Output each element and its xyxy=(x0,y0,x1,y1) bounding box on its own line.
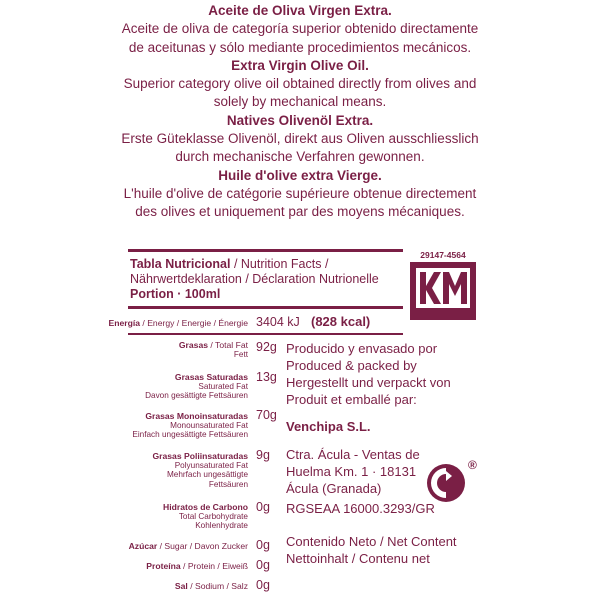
nutrient-value-sugar: 0g xyxy=(256,538,270,552)
description-title-de: Natives Olivenöl Extra. xyxy=(226,112,374,128)
carb-label-de: Kohlenhydrate xyxy=(195,521,248,531)
nutrient-label-carbohydrate xyxy=(163,503,248,531)
nutrition-title-line2: Nährwertdeklaration / Déclaration Nutrionelle xyxy=(130,272,379,286)
kosher-parve: PARVE xyxy=(427,318,459,327)
kosher-km-icon xyxy=(410,262,476,320)
nutrition-portion: Portion · 100ml xyxy=(130,287,221,301)
net-content-line: Nettoinhalt / Contenu net xyxy=(286,551,430,566)
nutrition-title-bold: Tabla Nutricional xyxy=(130,257,231,271)
energy-label-bold: Energía xyxy=(108,318,141,328)
green-dot-icon xyxy=(426,463,466,503)
nutrient-label-salt xyxy=(175,582,248,591)
nutrient-label-fat xyxy=(179,341,248,359)
description-line: de aceitunas y sólo mediante procedimientos mecánicos. xyxy=(128,39,472,55)
company-address xyxy=(286,446,420,497)
poly-label-de2: Fettsäuren xyxy=(208,479,248,489)
energy-rule xyxy=(128,333,403,335)
nutrient-label-saturated xyxy=(145,373,248,401)
poly-label-en: Polyunsaturated Fat xyxy=(174,461,248,471)
description-line: des olives et uniquement par des moyens mécaniques. xyxy=(135,204,465,220)
nutrient-value-salt: 0g xyxy=(256,578,270,592)
fat-label-de: Fett xyxy=(233,350,248,360)
sugar-label-bold: Azúcar xyxy=(128,541,158,551)
protein-label-rest: / Protein / Eiweiß xyxy=(180,561,248,571)
kosher-logo xyxy=(410,250,476,327)
poly-label-de: Mehrfach ungesättigte xyxy=(166,470,248,480)
sugar-label-rest: / Sugar / Davon Zucker xyxy=(157,541,248,551)
description-line: Aceite de oliva de categoría superior obtenido directamente xyxy=(121,21,479,37)
saturated-label-en: Saturated Fat xyxy=(198,382,248,392)
mono-label-de: Einfach ungesättigte Fettsäuren xyxy=(132,430,248,440)
produced-by xyxy=(286,340,451,408)
nutrient-label-protein xyxy=(146,562,248,571)
address-line: Ácula (Granada) xyxy=(286,481,382,496)
registered-mark: ® xyxy=(468,458,477,472)
fat-label-bold: Grasas xyxy=(178,340,209,350)
salt-label-bold: Sal xyxy=(174,581,188,591)
description-line: Erste Güteklasse Olivenöl, direkt aus Oliven ausschliesslich xyxy=(121,131,479,147)
registry-number: RGSEAA 16000.3293/GR xyxy=(286,501,435,516)
net-content-line: Contenido Neto / Net Content xyxy=(286,534,457,549)
nutrient-value-protein: 0g xyxy=(256,558,270,572)
protein-label-bold: Proteína xyxy=(146,561,181,571)
description-line: Superior category olive oil obtained directly from olives and xyxy=(123,76,477,92)
address-line: Ctra. Ácula - Ventas de xyxy=(286,447,420,462)
nutrition-portion-rule xyxy=(128,306,403,309)
description-line: solely by mechanical means. xyxy=(213,94,387,110)
nutrition-top-rule xyxy=(128,249,403,252)
produced-line: Producido y envasado por xyxy=(286,341,438,356)
mono-label-es: Grasas Monoinsaturadas xyxy=(145,411,248,421)
nutrient-value-monounsaturated: 70g xyxy=(256,408,277,422)
mono-label-en: Monounsaturated Fat xyxy=(170,421,248,431)
nutrient-value-carbohydrate: 0g xyxy=(256,500,270,514)
kosher-code: 29147-4564 xyxy=(420,250,466,260)
energy-label-rest: / Energy / Energie / Énergie xyxy=(140,318,248,328)
nutrient-label-polyunsaturated xyxy=(152,452,248,489)
nutrient-value-fat: 92g xyxy=(256,340,277,354)
saturated-label-de: Davon gesättigte Fettsäuren xyxy=(145,391,248,401)
fat-label-rest: / Total Fat xyxy=(208,340,248,350)
energy-kcal: (828 kcal) xyxy=(311,314,371,329)
nutrition-title xyxy=(130,257,328,272)
nutrient-label-monounsaturated xyxy=(132,412,248,440)
produced-line: Hergestellt und verpackt von xyxy=(286,375,451,390)
saturated-label-es: Grasas Saturadas xyxy=(174,372,248,382)
description-line: durch mechanische Verfahren gewonnen. xyxy=(175,149,425,165)
salt-label-rest: / Sodium / Salz xyxy=(187,581,248,591)
nutrient-label-sugar xyxy=(129,542,248,551)
product-description xyxy=(70,2,530,222)
energy-kj: 3404 kJ xyxy=(256,315,300,329)
company-name: Venchipa S.L. xyxy=(286,419,371,434)
description-title-fr: Huile d'olive extra Vierge. xyxy=(218,167,382,183)
description-title-en: Extra Virgin Olive Oil. xyxy=(231,57,369,73)
produced-line: Produced & packed by xyxy=(286,358,417,373)
nutrition-title-rest: / Nutrition Facts / xyxy=(230,257,329,271)
produced-line: Produit et emballé par: xyxy=(286,392,417,407)
carb-label-en: Total Carbohydrate xyxy=(178,512,248,522)
net-content xyxy=(286,533,457,567)
nutrient-value-polyunsaturated: 9g xyxy=(256,448,270,462)
address-line: Huelma Km. 1 · 18131 xyxy=(286,464,417,479)
nutrient-value-saturated: 13g xyxy=(256,370,277,384)
carb-label-es: Hidratos de Carbono xyxy=(163,502,248,512)
energy-label xyxy=(109,318,249,328)
description-title-es: Aceite de Oliva Virgen Extra. xyxy=(208,3,392,18)
poly-label-es: Grasas Poliinsaturadas xyxy=(152,451,248,461)
description-line: L'huile d'olive de catégorie supérieure obtenue directement xyxy=(123,185,477,201)
